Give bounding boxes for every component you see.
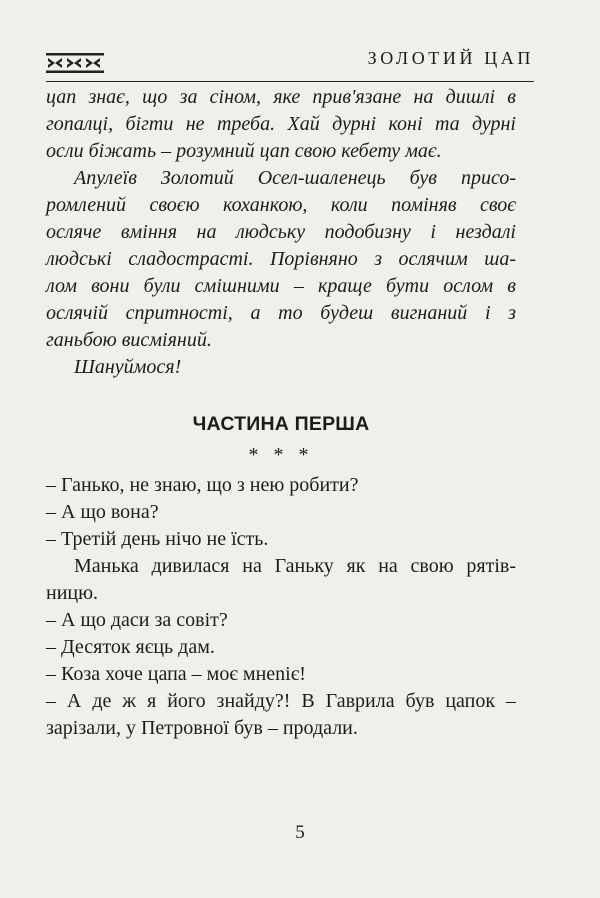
text-line: ослячe вміння на людську подобизну і нездалі <box>46 221 516 243</box>
text-line: осли біжать – розумний цап свою кебету має. <box>46 140 442 162</box>
header-rule <box>46 81 534 82</box>
section-separator: * * * <box>248 444 314 466</box>
intro-paragraph-1 <box>46 84 516 165</box>
running-title: ЗОЛОТИЙ ЦАП <box>367 48 534 68</box>
ornament-icon <box>46 52 104 74</box>
text-line: цап знає, що за сіном, яке прив'язане на дишлі в <box>46 86 516 108</box>
narration-line: Манька дивилася на Ганьку як на свою рятів- <box>74 555 516 577</box>
dialogue-line: – А де ж я його знайду?! В Гаврила був цапок – <box>46 690 516 712</box>
page-number: 5 <box>295 822 305 843</box>
text-line: Шануймося! <box>74 356 182 378</box>
body-text <box>46 84 516 742</box>
chapter-title: ЧАСТИНА ПЕРША <box>192 413 370 435</box>
text-line: ганьбою висміяний. <box>46 329 212 351</box>
dialogue-line: – А що вона? <box>46 501 159 523</box>
dialogue-line: – Коза хоче цапа – моє мнеnіє! <box>46 663 306 685</box>
text-line: лом вони були смішними – краще бути ослом в <box>46 275 516 297</box>
dialogue-line: – Ганько, не знаю, що з нею робити? <box>46 474 359 496</box>
intro-paragraph-3 <box>46 354 516 381</box>
dialogue-line: – Десяток яєць дам. <box>46 636 215 658</box>
text-line: людські сладострасті. Порівняно з ослячим ша- <box>46 248 516 270</box>
text-line: Апулеїв Золотий Осел-шаленець був присо- <box>74 167 516 189</box>
narration-line: ницю. <box>46 582 99 604</box>
text-line: ослячій спритності, а то будеш вигнаний і з <box>46 302 516 324</box>
page-header <box>46 48 534 78</box>
dialogue-line: зарізали, у Петровної був – продали. <box>46 717 358 739</box>
dialogue-line: – А що даси за совіт? <box>46 609 228 631</box>
text-line: гопалці, бігти не треба. Хай дурні коні та дурні <box>46 113 516 135</box>
intro-paragraph-2 <box>46 165 516 354</box>
dialogue-line: – Третій день нічо не їсть. <box>46 528 269 550</box>
text-line: ромлений своєю коханкою, коли поміняв своє <box>46 194 516 216</box>
